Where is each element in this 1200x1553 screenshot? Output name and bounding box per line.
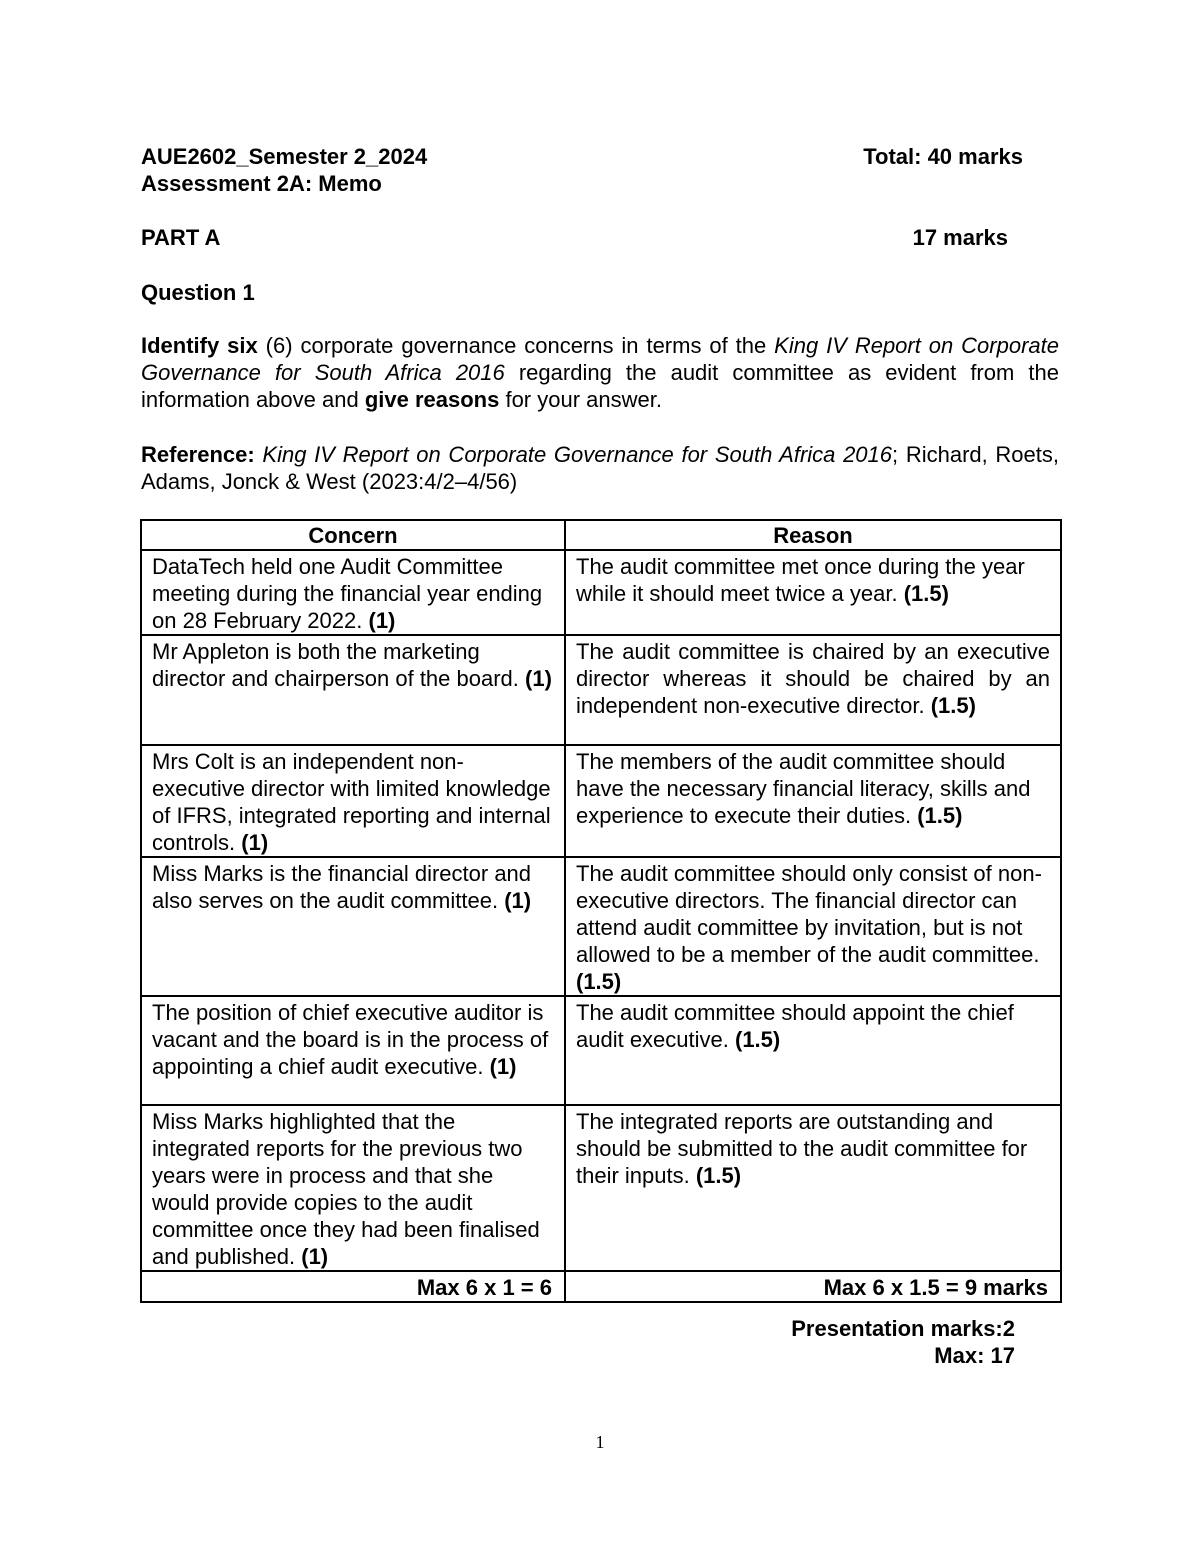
concern-cell bbox=[141, 1105, 565, 1271]
instruction-text-1: (6) corporate governance concerns in terms of the bbox=[257, 333, 775, 358]
course-code: AUE2602_Semester 2_2024 bbox=[141, 144, 428, 169]
total-reason: Max 6 x 1.5 = 9 marks bbox=[565, 1271, 1061, 1302]
assessment-title: Assessment 2A: Memo bbox=[141, 171, 382, 196]
concern-text: Mrs Colt is an independent non-executive director with limited knowledge of IFRS, integrated reporting and internal controls. bbox=[152, 749, 551, 855]
concern-mark: (1) bbox=[368, 608, 396, 633]
concern-mark: (1) bbox=[301, 1244, 329, 1269]
memo-table bbox=[140, 519, 1062, 1303]
reason-cell bbox=[565, 745, 1061, 857]
instruction-bold-identify: Identify six bbox=[141, 333, 258, 358]
reason-mark: (1.5) bbox=[917, 803, 963, 828]
concern-cell bbox=[141, 857, 565, 996]
reason-text: The audit committee should appoint the chief audit executive. bbox=[576, 1000, 1014, 1052]
concern-cell bbox=[141, 550, 565, 635]
table-header-row bbox=[141, 520, 1061, 550]
presentation-marks: Presentation marks:2 bbox=[791, 1316, 1015, 1341]
reason-cell bbox=[565, 550, 1061, 635]
total-concern: Max 6 x 1 = 6 bbox=[141, 1271, 565, 1302]
concern-cell bbox=[141, 635, 565, 745]
table-row bbox=[141, 1105, 1061, 1271]
instruction-text-3: for your answer. bbox=[499, 387, 662, 412]
header-concern: Concern bbox=[141, 520, 565, 550]
concern-text: Mr Appleton is both the marketing director and chairperson of the board. bbox=[152, 639, 519, 691]
part-title: PART A bbox=[141, 225, 221, 250]
instruction-bold-reasons: give reasons bbox=[364, 387, 500, 412]
reason-text: The audit committee should only consist of non-executive directors. The financial director can attend audit committee by invitation, but is not allowed to be a member of the audit committee. bbox=[576, 861, 1042, 967]
reason-mark: (1.5) bbox=[903, 581, 949, 606]
reference bbox=[141, 441, 1059, 495]
table-row bbox=[141, 635, 1061, 745]
reason-cell bbox=[565, 635, 1061, 745]
reason-text: The audit committee met once during the year while it should meet twice a year. bbox=[576, 554, 1025, 606]
reference-label: Reference: bbox=[141, 442, 255, 467]
question-title: Question 1 bbox=[141, 280, 255, 305]
reason-mark: (1.5) bbox=[930, 693, 976, 718]
reason-mark: (1.5) bbox=[695, 1163, 742, 1188]
concern-mark: (1) bbox=[241, 830, 269, 855]
concern-text: DataTech held one Audit Committee meeting during the financial year ending on 28 February 2022. bbox=[152, 554, 543, 633]
reason-mark: (1.5) bbox=[576, 969, 622, 994]
reason-text: The audit committee is chaired by an executive director whereas it should be chaired by an independent non-executive director. bbox=[576, 639, 1050, 718]
reference-text: ; Richard, Roets, Adams, Jonck & West (2023:4/2–4/56) bbox=[141, 442, 1059, 494]
part-marks: 17 marks bbox=[912, 225, 1008, 250]
concern-text: Miss Marks highlighted that the integrated reports for the previous two years were in process and that she would provide copies to the audit committee once they had been finalised and published. bbox=[152, 1109, 540, 1269]
concern-cell bbox=[141, 745, 565, 857]
concern-mark: (1) bbox=[504, 888, 532, 913]
concern-text: Miss Marks is the financial director and also serves on the audit committee. bbox=[152, 861, 532, 913]
table-row bbox=[141, 745, 1061, 857]
total-marks: Total: 40 marks bbox=[863, 144, 1023, 169]
table-row bbox=[141, 996, 1061, 1105]
reason-text: The members of the audit committee should have the necessary financial literacy, skills and experience to execute their duties. bbox=[576, 749, 1031, 828]
table-row bbox=[141, 857, 1061, 996]
concern-mark: (1) bbox=[525, 666, 552, 691]
instruction-text-2: regarding the audit committee as evident from the information above and bbox=[141, 360, 1060, 412]
concern-mark: (1) bbox=[489, 1054, 517, 1079]
reason-cell bbox=[565, 996, 1061, 1105]
reason-mark: (1.5) bbox=[735, 1027, 781, 1052]
concern-text: The position of chief executive auditor is vacant and the board is in the process of appointing a chief audit executive. bbox=[152, 1000, 549, 1079]
reason-cell bbox=[565, 1105, 1061, 1271]
reason-text: The integrated reports are outstanding and should be submitted to the audit committee for their inputs. bbox=[576, 1109, 1028, 1188]
instruction-report-title: King IV Report on Corporate Governance for South Africa 2016 bbox=[141, 333, 1059, 385]
concern-cell bbox=[141, 996, 565, 1105]
reason-cell bbox=[565, 857, 1061, 996]
header-reason: Reason bbox=[565, 520, 1061, 550]
reference-report-title: King IV Report on Corporate Governance for South Africa 2016 bbox=[262, 442, 893, 467]
table-total-row bbox=[141, 1271, 1061, 1302]
table-row bbox=[141, 550, 1061, 635]
max-marks: Max: 17 bbox=[934, 1343, 1015, 1368]
page-number: 1 bbox=[595, 1432, 605, 1452]
question-instruction bbox=[141, 332, 1059, 413]
